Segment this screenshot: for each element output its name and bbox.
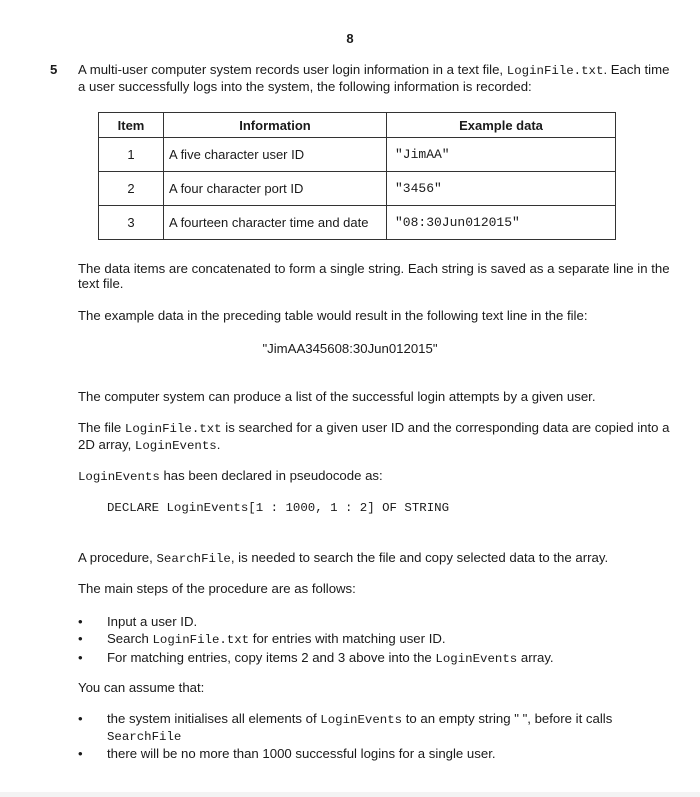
cell-item: 3 — [99, 206, 164, 240]
cell-item: 1 — [99, 138, 164, 172]
page-bottom-strip — [0, 792, 700, 797]
list-item: • Search LoginFile.txt for entries with matching user ID. — [78, 631, 446, 647]
bullet-icon: • — [78, 631, 83, 646]
header-information: Information — [164, 113, 387, 138]
cell-information: A fourteen character time and date — [164, 206, 387, 240]
steps-list — [78, 614, 670, 667]
para-declared: LoginEvents has been declared in pseudocode as: — [78, 468, 383, 484]
bullet-icon: • — [78, 746, 83, 761]
assumptions-list — [78, 711, 670, 761]
table-row — [99, 138, 616, 172]
table-row — [99, 206, 616, 240]
para-procedure: A procedure, SearchFile, is needed to search the file and copy selected data to the array. — [78, 550, 609, 566]
list-item: • there will be no more than 1000 successful logins for a single user. — [78, 746, 496, 761]
list-item: • For matching entries, copy items 2 and 3 above into the LoginEvents array. — [78, 650, 554, 666]
bullet-icon: • — [78, 650, 83, 665]
para-assume: You can assume that: — [78, 680, 205, 695]
header-example-data: Example data — [387, 113, 616, 138]
question-number: 5 — [50, 62, 58, 77]
para-main-steps: The main steps of the procedure are as follows: — [78, 581, 356, 596]
list-item: • Input a user ID. — [78, 614, 198, 629]
list-item: • the system initialises all elements of LoginEvents to an empty string " ", before it calls SearchFile — [78, 711, 613, 744]
cell-item: 2 — [99, 172, 164, 206]
page-number: 8 — [346, 31, 354, 46]
filename: LoginFile.txt — [506, 64, 604, 78]
table-header-row — [99, 113, 616, 138]
para-search: The file LoginFile.txt is searched for a given user ID and the corresponding data are copied into a 2D array, LoginEvents. — [78, 420, 670, 453]
cell-example: "JimAA" — [387, 138, 616, 172]
para-concatenation: The data items are concatenated to form a single string. Each string is saved as a separate line in the text file. — [78, 261, 670, 291]
pseudocode-declaration: DECLARE LoginEvents[1 : 1000, 1 : 2] OF STRING — [107, 501, 450, 515]
cell-information: A five character user ID — [164, 138, 387, 172]
header-item: Item — [99, 113, 164, 138]
example-line: "JimAA345608:30Jun012015" — [262, 341, 438, 356]
login-info-table — [98, 112, 616, 240]
question-intro: A multi-user computer system records user login information in a text file, LoginFile.txt. Each time a user successfully logs into the system, the following information is recorded: — [78, 62, 670, 94]
bullet-icon: • — [78, 614, 83, 629]
bullet-icon: • — [78, 711, 83, 726]
cell-example: "08:30Jun012015" — [387, 206, 616, 240]
cell-information: A four character port ID — [164, 172, 387, 206]
table-row — [99, 172, 616, 206]
para-example-intro: The example data in the preceding table would result in the following text line in the file: — [78, 308, 588, 323]
para-login-list: The computer system can produce a list of the successful login attempts by a given user. — [78, 389, 596, 404]
cell-example: "3456" — [387, 172, 616, 206]
